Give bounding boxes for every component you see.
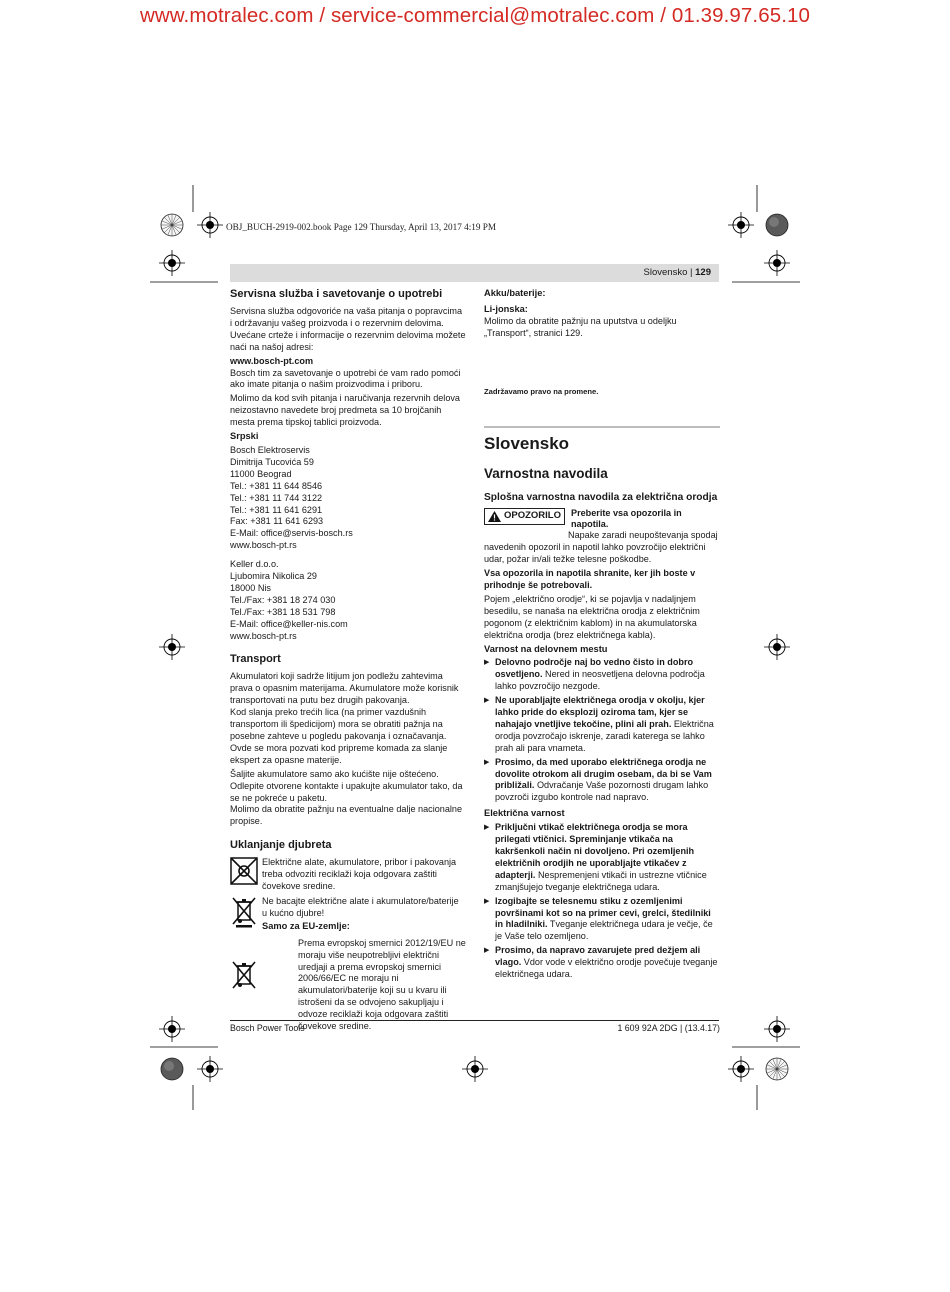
- disposal-paragraph-1: Električne alate, akumulatore, pribor i pakovanja treba odvoziti reciklaži koja odgovara zaštiti čovekove sredine.: [262, 857, 457, 892]
- item-text: Nespremenjeni vtikači in ustrezne vtičnice zmanjšujejo tveganje električnega udara.: [495, 869, 707, 892]
- servis-url[interactable]: www.bosch-pt.com: [230, 355, 314, 366]
- book-info: OBJ_BUCH-2919-002.book Page 129 Thursday, April 13, 2017 4:19 PM: [226, 222, 497, 232]
- address-line: Fax: +381 11 641 6293: [230, 516, 324, 527]
- item-bold: Ne uporabljajte električnega orodja v okolju, kjer lahko pride do eksplozij oziroma tam, kjer se nahajajo vnetljive tekočine, plini ali prah.: [495, 695, 705, 729]
- contact-banner: www.motralec.com / service-commercial@motralec.com / 01.39.97.65.10: [139, 4, 811, 27]
- akku-label: Akku/baterije:: [484, 288, 546, 298]
- language-title: Slovensko: [484, 433, 570, 453]
- general-safety-title: Splošna varnostna navodila za električna orodja: [484, 491, 718, 503]
- warning-triangle-icon: [488, 511, 501, 522]
- item-text: Električna orodja povzročajo iskrenje, zaradi katerega se lahko prah ali para vnameta.: [495, 718, 714, 753]
- bin-row: [230, 896, 466, 935]
- bin-text: [262, 896, 466, 935]
- item-text: Vdor vode v električno orodje povečuje tveganje električnega udara.: [495, 957, 718, 980]
- address-line: 11000 Beograd: [230, 468, 292, 479]
- servis-heading: Servisna služba i savetovanje o upotrebi: [230, 288, 443, 300]
- warning-paragraph: Napake zaradi neupoštevanja spodaj navedenih opozoril in napotil lahko povzročijo električni udar, požar in/ali težke telesne poškodbe.: [484, 530, 718, 565]
- workplace-list: [484, 657, 720, 804]
- page-header: [230, 264, 719, 282]
- transport-paragraph-4: Molimo da obratite pažnju na eventualne dalje nacionalne propise.: [230, 804, 463, 827]
- item-bold: Prosimo, da med uporabo električnega orodja ne dovolite otrokom ali drugim osebam, da bi se Vam približali.: [495, 756, 712, 791]
- right-column: [484, 288, 720, 985]
- servis-paragraph-3: Molimo da kod svih pitanja i naručivanja rezervnih delova neizostavno navedete broj predmeta sa 10 brojčanih mesta prema tipskoj tablici proizvoda.: [230, 393, 460, 428]
- item-bold: Priključni vtikač električnega orodja se mora prilegati vtičnici. Spreminjanje vtikača na kakršenkoli način ni dovoljeno. Pri ozemljenih električnih orodjih ne uporabljajte vtikačev z adapterji.: [495, 822, 695, 880]
- servis-paragraph-2: Bosch tim za savetovanje o upotrebi će vam rado pomoći ako imate pitanja o našim proizvodima i priboru.: [230, 367, 461, 390]
- item-bold: Delovno področje naj bo vedno čisto in dobro osvetljeno.: [495, 657, 694, 680]
- warning-badge-label: OPOZORILO: [504, 510, 561, 522]
- address-line: Bosch Elektroservis: [230, 444, 310, 455]
- list-item: [484, 757, 720, 805]
- list-item: [484, 695, 720, 755]
- header-section: Slovensko: [643, 267, 688, 278]
- recycle-row: [230, 857, 466, 893]
- section-rule: [484, 426, 720, 428]
- address-url[interactable]: www.bosch-pt.rs: [230, 630, 297, 641]
- list-item: [484, 896, 720, 944]
- address-line: Tel./Fax: +381 18 531 798: [230, 606, 336, 617]
- transport-paragraph-2: Kod slanja preko trećih lica (na primer vazdušnih transportom ili špedicijom) mora se obratiti pažnja na posebne zahteve u pogledu pakovanja i označavanja. Ovde se mora pozvati kod pripreme komada za slanje ekspert za opasne materije.: [230, 707, 448, 765]
- address-line: Ljubomira Nikolica 29: [230, 571, 317, 582]
- item-bold: Izogibajte se telesnemu stiku z ozemljenimi površinami kot so na primer cevi, grelci, štedilniki in hladilniki.: [495, 895, 711, 930]
- spacer: [484, 342, 720, 386]
- list-item: [484, 822, 720, 893]
- left-column: [230, 288, 466, 1036]
- warning-row: [484, 508, 720, 532]
- eu-paragraph: Prema evropskoj smernici 2012/19/EU ne moraju više neupotrebljivi električni uredjaji a prema evropskoj smernici 2006/66/EC ne moraju ni akumulatori/baterije koji su u kvaru ili istrošeni da se odvojeno sakupljaju i odvoze reciklaži koja odgovara zaštiti čovekove sredine.: [298, 937, 466, 1032]
- rights-note: Zadržavamo pravo na promene.: [484, 386, 599, 396]
- footer-left: Bosch Power Tools: [230, 1023, 305, 1033]
- item-bold: Prosimo, da napravo zavarujete pred dežjem ali vlago.: [495, 945, 701, 968]
- recycle-icon: [230, 857, 258, 885]
- list-item: [484, 657, 720, 693]
- address-line: Tel.: +381 11 644 8546: [230, 480, 323, 491]
- list-item: [484, 945, 720, 981]
- transport-paragraph-1: Akumulatori koji sadrže litijum jon podležu zahtevima prava o opasnim materijama. Akumulatore može korisnik transportovati na putu bez drugih pakovanja.: [230, 671, 459, 706]
- address-email[interactable]: E-Mail: office@keller-nis.com: [230, 618, 348, 629]
- warning-badge: [484, 508, 565, 525]
- disposal-paragraph-2: Ne bacajte električne alate i akumulatore/baterije u kućno djubre!: [262, 895, 459, 918]
- warning-text: [571, 508, 720, 532]
- li-paragraph: Molimo da obratite pažnju na uputstva u odeljku „Transport“, stranici 129.: [484, 315, 677, 338]
- servis-paragraph-1: Servisna služba odgovoriće na vaša pitanja o popravcima i održavanju vašeg proizvoda i o rezervnim delovima. Uvećane crteže i informacije o rezervnim delovima možete naći na našoj adresi:: [230, 306, 466, 352]
- eu-row: [230, 938, 466, 1033]
- header-text: Slovensko | 129: [643, 267, 711, 278]
- eu-label: Samo za EU-zemlje:: [262, 920, 350, 931]
- address-email[interactable]: E-Mail: office@servis-bosch.rs: [230, 528, 353, 539]
- address-block-1: [230, 445, 466, 552]
- crossed-bin-icon: [230, 896, 258, 928]
- safety-title: Varnostna navodila: [484, 465, 608, 481]
- address-line: Tel./Fax: +381 18 274 030: [230, 594, 336, 605]
- disposal-heading: Uklanjanje djubreta: [230, 839, 332, 852]
- address-block-2: [230, 559, 466, 642]
- address-line: 18000 Nis: [230, 582, 271, 593]
- warning-bold: Preberite vsa opozorila in napotila.: [571, 507, 682, 530]
- keep-instructions: Vsa opozorila in napotila shranite, ker jih boste v prihodnje še potrebovali.: [484, 568, 696, 590]
- address-line: Keller d.o.o.: [230, 559, 279, 570]
- electric-heading: Električna varnost: [484, 808, 565, 819]
- page-number: 129: [695, 267, 711, 278]
- workplace-heading: Varnost na delovnem mestu: [484, 643, 608, 654]
- transport-paragraph-3: Šaljite akumulatore samo ako kućište nije oštećeno. Odlepite otvorene kontakte i upakujte akumulator tako, da se ne pokreće u paketu.: [230, 768, 463, 803]
- li-label: Li-jonska:: [484, 303, 528, 314]
- item-text: Odvračanje Vaše pozornosti drugam lahko povzroči izgubo kontrole nad napravo.: [495, 780, 709, 803]
- footer-right: 1 609 92A 2DG | (13.4.17): [617, 1023, 720, 1033]
- transport-heading: Transport: [230, 653, 281, 666]
- electric-list: [484, 822, 720, 981]
- address-line: Dimitrija Tucovića 59: [230, 456, 314, 467]
- item-text: Tveganje električnega udara je večje, če je Vaše telo ozemljeno.: [495, 919, 713, 942]
- address-line: Tel.: +381 11 744 3122: [230, 492, 323, 503]
- footer-rule: [230, 1020, 719, 1021]
- address-url[interactable]: www.bosch-pt.rs: [230, 540, 297, 551]
- item-text: Nered in neosvetljena delovna področja lahko povzročijo nezgode.: [495, 669, 705, 692]
- term-paragraph: Pojem „električno orodje“, ki se pojavlja v nadaljnjem besedilu, se nanaša na električna orodja z električnim pogonom (z električnim kablom) in na akumulatorska električna orodja (brez električnega kabla).: [484, 593, 700, 640]
- srpski-label: Srpski: [230, 431, 259, 442]
- address-line: Tel.: +381 11 641 6291: [230, 504, 323, 515]
- crossed-bin-icon: [230, 960, 258, 992]
